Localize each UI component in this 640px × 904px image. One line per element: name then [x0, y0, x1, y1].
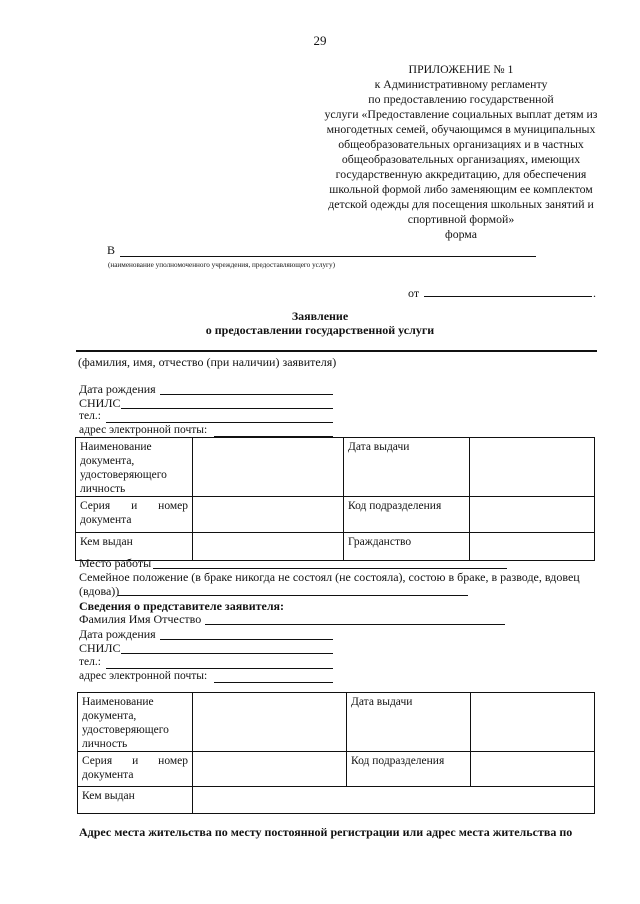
birth-date-label: Дата рождения: [79, 382, 156, 396]
appendix-block: [300, 62, 622, 242]
form-label: форма: [445, 227, 477, 241]
rep-issued-by-label: Кем выдан: [78, 787, 193, 814]
applicant-fio-field[interactable]: [76, 350, 597, 352]
snils-label: СНИЛС: [79, 396, 121, 410]
rep-doc-name-label: Наименование документа, удостоверяющего личность: [78, 693, 193, 752]
rep-snils-field[interactable]: [121, 653, 333, 654]
issue-date-label: Дата выдачи: [344, 438, 470, 497]
rep-snils-label: СНИЛС: [79, 641, 121, 655]
rep-issue-date-label: Дата выдачи: [347, 693, 471, 752]
appendix-line: к Административному регламенту: [374, 77, 548, 91]
email-label: адрес электронной почты:: [79, 424, 208, 436]
rep-phone-field[interactable]: [106, 668, 333, 669]
appendix-title: ПРИЛОЖЕНИЕ № 1: [408, 62, 514, 76]
subdivision-code-cell[interactable]: [470, 497, 595, 533]
rep-subdivision-code-label: Код подразделения: [347, 752, 471, 787]
page-number: 29: [313, 33, 327, 48]
statement-title: Заявление: [291, 309, 349, 323]
rep-series-number-label: Серия и номер документа: [78, 752, 193, 787]
doc-name-label: Наименование документа, удостоверяющего личность: [76, 438, 193, 497]
citizenship-cell[interactable]: [470, 533, 595, 561]
appendix-line: по предоставлению государственной: [368, 92, 554, 106]
snils-field[interactable]: [121, 408, 333, 409]
birth-date-field[interactable]: [160, 394, 333, 395]
rep-subdivision-code-cell[interactable]: [471, 752, 595, 787]
rep-doc-name-cell[interactable]: [193, 693, 347, 752]
from-label: от: [408, 286, 420, 300]
phone-field[interactable]: [106, 422, 333, 423]
family-status-text-2: (вдова)): [79, 584, 120, 598]
rep-issued-by-cell[interactable]: [193, 787, 595, 814]
appendix-line: спортивной формой»: [407, 212, 515, 226]
issue-date-cell[interactable]: [470, 438, 595, 497]
issued-by-cell[interactable]: [193, 533, 344, 561]
rep-email-field[interactable]: [214, 682, 333, 683]
addressee-caption: (наименование уполномоченного учреждения, предоставляющего услугу): [108, 261, 335, 269]
workplace-field[interactable]: [153, 568, 507, 569]
series-number-cell[interactable]: [193, 497, 344, 533]
rep-birth-date-field[interactable]: [160, 639, 333, 640]
appendix-line: услуги «Предоставление социальных выплат детям из: [324, 107, 598, 121]
citizenship-label: Гражданство: [344, 533, 470, 561]
series-number-label: Серия и номер документа: [76, 497, 193, 533]
appendix-line: школьной формой либо заменяющим ее комплектом: [329, 182, 593, 196]
from-field[interactable]: [424, 296, 592, 297]
issued-by-label: Кем выдан: [76, 533, 193, 561]
rep-phone-label: тел.:: [79, 656, 101, 668]
addressee-field[interactable]: [120, 256, 536, 257]
appendix-line: многодетных семей, обучающимся в муниципальных: [326, 122, 596, 136]
rep-fio-label: Фамилия Имя Отчество: [79, 612, 202, 626]
addressee-prefix: В: [107, 243, 116, 257]
from-period: .: [593, 286, 596, 300]
family-status-text: Семейное положение (в браке никогда не состоял (не состояла), состою в браке, в разводе, вдовец: [79, 570, 580, 584]
applicant-fio-caption: (фамилия, имя, отчество (при наличии) заявителя): [78, 355, 337, 369]
doc-name-cell[interactable]: [193, 438, 344, 497]
subdivision-code-label: Код подразделения: [344, 497, 470, 533]
rep-fio-field[interactable]: [205, 624, 505, 625]
residence-address-heading: Адрес места жительства по месту постоянной регистрации или адрес места жительства по: [79, 825, 573, 839]
workplace-label: Место работы: [79, 556, 152, 570]
id-document-table: [75, 437, 595, 561]
statement-subtitle: о предоставлении государственной услуги: [205, 323, 435, 337]
rep-series-number-cell[interactable]: [193, 752, 347, 787]
rep-issue-date-cell[interactable]: [471, 693, 595, 752]
appendix-line: детской одежды для посещения школьных занятий и: [328, 197, 594, 211]
rep-id-document-table: [77, 692, 595, 814]
phone-label: тел.:: [79, 410, 101, 422]
rep-birth-date-label: Дата рождения: [79, 627, 156, 641]
rep-email-label: адрес электронной почты:: [79, 670, 208, 682]
appendix-line: государственную аккредитацию, для обеспечения: [335, 167, 587, 181]
representative-heading: Сведения о представителе заявителя:: [79, 599, 285, 613]
family-status-field[interactable]: [118, 595, 468, 596]
appendix-line: общеобразовательных организациях, имеющих: [341, 152, 581, 166]
appendix-line: общеобразовательных организациях и в частных: [338, 137, 584, 151]
